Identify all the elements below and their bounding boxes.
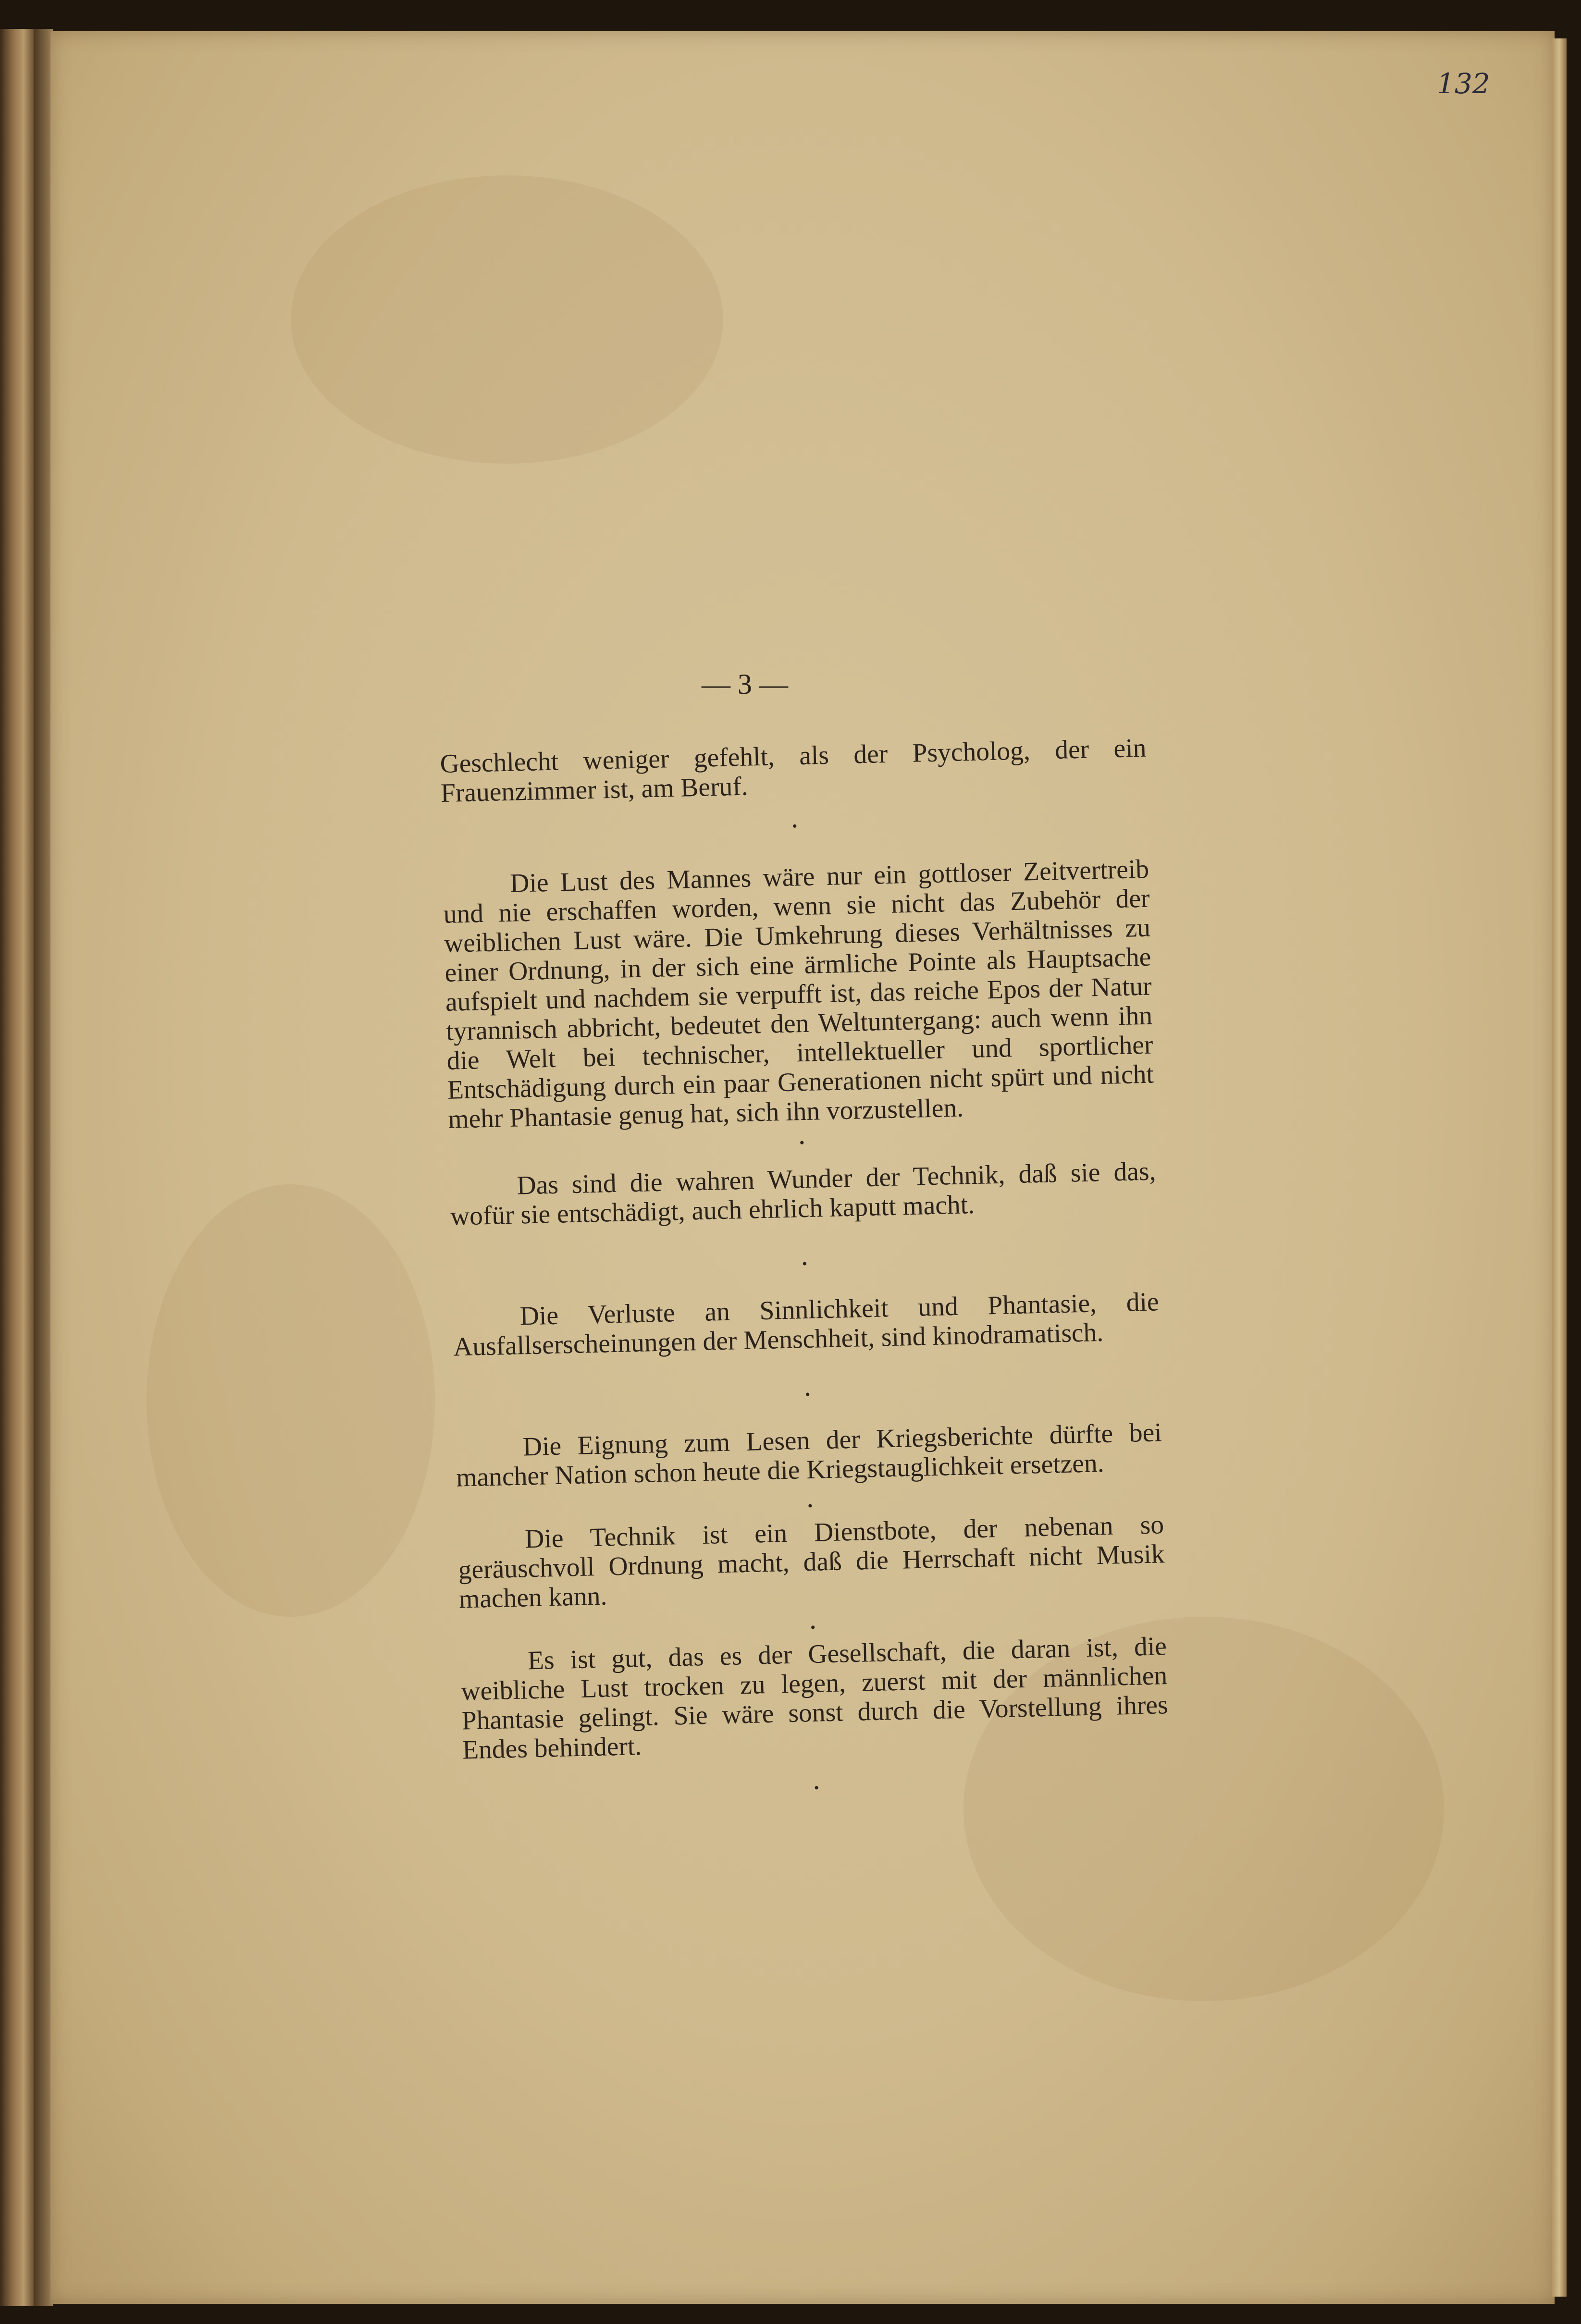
paragraph: Die Lust des Mannes wäre nur ein gottloser Zeitvertreib und nie erschaffen worden, wenn sie nicht das Zubehör der weiblichen Lust wäre. Die Umkehrung dieses Verhältnisses zu einer Ordnung, in der sich eine ärmliche Pointe als Hauptsache aufspielt und nachdem sie verpufft ist, das reiche Epos der Natur tyrannisch abbricht, bedeutet den Weltuntergang: auch wenn ihn die Welt bei technischer, intellektueller und sportlicher Entschädigung durch ein paar Generationen nicht spürt und nicht mehr Phantasie genug hat, sich ihn vorzustellen. <box>443 854 1154 1134</box>
paper-stain <box>147 1184 435 1617</box>
paragraph: Das sind die wahren Wunder der Technik, daß sie das, wofür sie entschädigt, auch ehrlich kaputt macht. <box>450 1156 1156 1231</box>
paper-stain <box>291 175 723 464</box>
folio-number: 132 <box>1437 67 1490 100</box>
separator-dot: • <box>810 1619 816 1635</box>
separator-dot: • <box>799 1134 805 1151</box>
separator-dot: • <box>814 1780 819 1796</box>
separator-dot: • <box>802 1255 808 1272</box>
paragraph: Die Technik ist ein Dienstbote, der nebenan so geräuschvoll Ordnung macht, daß die Herrschaft nicht Musik machen kann. <box>458 1510 1165 1614</box>
left-page-edge <box>0 29 34 2306</box>
separator-dot: • <box>805 1386 811 1403</box>
page-number: — 3 — <box>702 668 788 700</box>
paragraph: Geschlecht weniger gefehlt, als der Psycholog, der ein Frauenzimmer ist, am Beruf. <box>440 733 1147 808</box>
paragraph: Die Verluste an Sinnlichkeit und Phantasie, die Ausfallserscheinungen der Menschheit, sind kinodramatisch. <box>453 1287 1160 1362</box>
binding-fold <box>34 29 53 2306</box>
paper-right-edge <box>1552 38 1567 2297</box>
separator-dot: • <box>807 1498 813 1514</box>
paragraph: Die Eignung zum Lesen der Kriegsberichte dürfte bei mancher Nation schon heute die Kriegstauglichkeit ersetzen. <box>456 1418 1162 1493</box>
body-text <box>440 734 1170 1808</box>
separator-dot: • <box>792 818 798 835</box>
paragraph: Es ist gut, das es der Gesellschaft, die daran ist, die weibliche Lust trocken zu legen, zuerst mit der männlichen Phantasie gelingt. Sie wäre sonst durch die Vorstellung ihres Endes behindert. <box>460 1632 1169 1765</box>
